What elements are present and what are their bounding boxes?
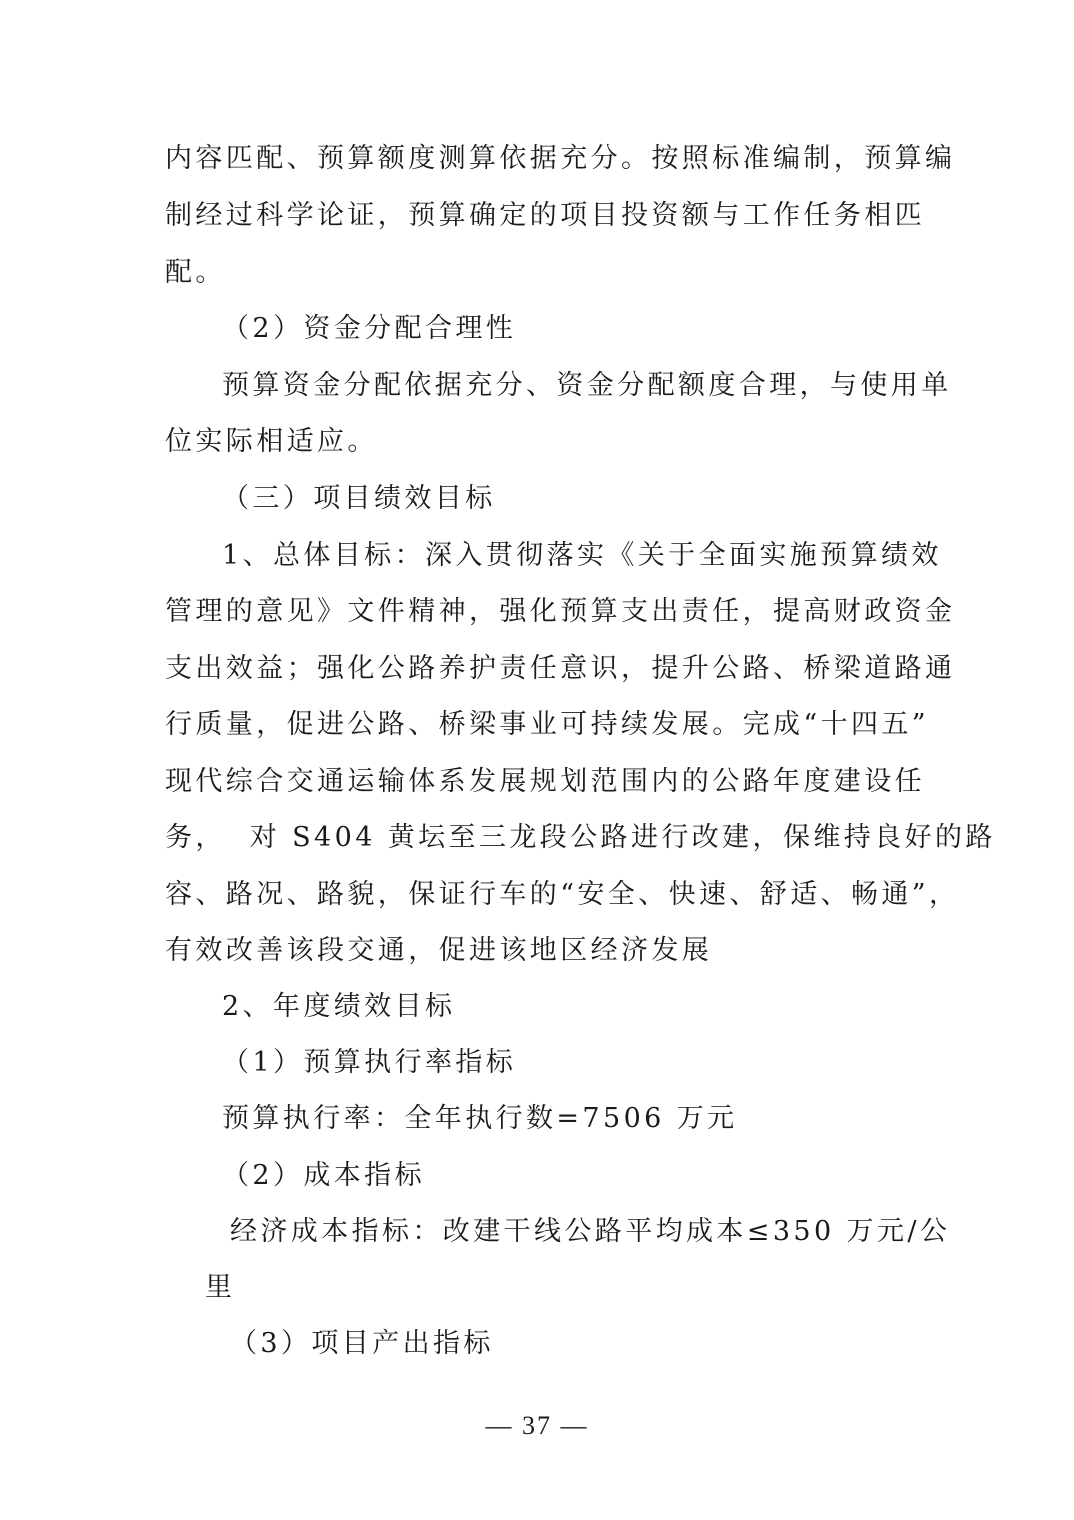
body-text-line: 务， 对 S404 黄坛至三龙段公路进行改建，保维持良好的路: [165, 822, 996, 853]
body-text-line: 配。: [165, 257, 226, 288]
body-text-line: 1、总体目标：深入贯彻落实《关于全面实施预算绩效: [222, 540, 942, 571]
page-number: — 37 —: [485, 1411, 589, 1440]
body-text-line: 经济成本指标：改建干线公路平均成本≤350 万元/公: [230, 1216, 951, 1247]
body-text-line: 行质量，促进公路、桥梁事业可持续发展。完成“十四五”: [165, 709, 930, 740]
body-text-line: 有效改善该段交通，促进该地区经济发展: [165, 935, 713, 966]
body-text-line: 预算执行率：全年执行数=7506 万元: [222, 1103, 738, 1134]
body-text-line: 内容匹配、预算额度测算依据充分。按照标准编制，预算编: [165, 143, 956, 174]
body-text-line: 现代综合交通运输体系发展规划范围内的公路年度建设任: [165, 766, 925, 797]
section-heading: （2）资金分配合理性: [222, 313, 517, 344]
body-text-line: 容、路况、路貌，保证行车的“安全、快速、舒适、畅通”，: [165, 879, 960, 910]
section-heading: （三）项目绩效目标: [222, 483, 496, 514]
section-heading: （1）预算执行率指标: [222, 1047, 517, 1078]
section-heading: （2）成本指标: [222, 1160, 425, 1191]
body-text-line: 预算资金分配依据充分、资金分配额度合理，与使用单: [222, 370, 952, 401]
body-text-line: 支出效益；强化公路养护责任意识，提升公路、桥梁道路通: [165, 653, 956, 684]
body-text-line: 位实际相适应。: [165, 426, 378, 457]
section-heading: 2、年度绩效目标: [222, 991, 456, 1022]
body-text-line: 制经过科学论证，预算确定的项目投资额与工作任务相匹: [165, 200, 925, 231]
body-text-line: 管理的意见》文件精神，强化预算支出责任，提高财政资金: [165, 596, 956, 627]
body-text-line: 里: [205, 1272, 236, 1303]
section-heading: （3）项目产出指标: [230, 1328, 494, 1359]
